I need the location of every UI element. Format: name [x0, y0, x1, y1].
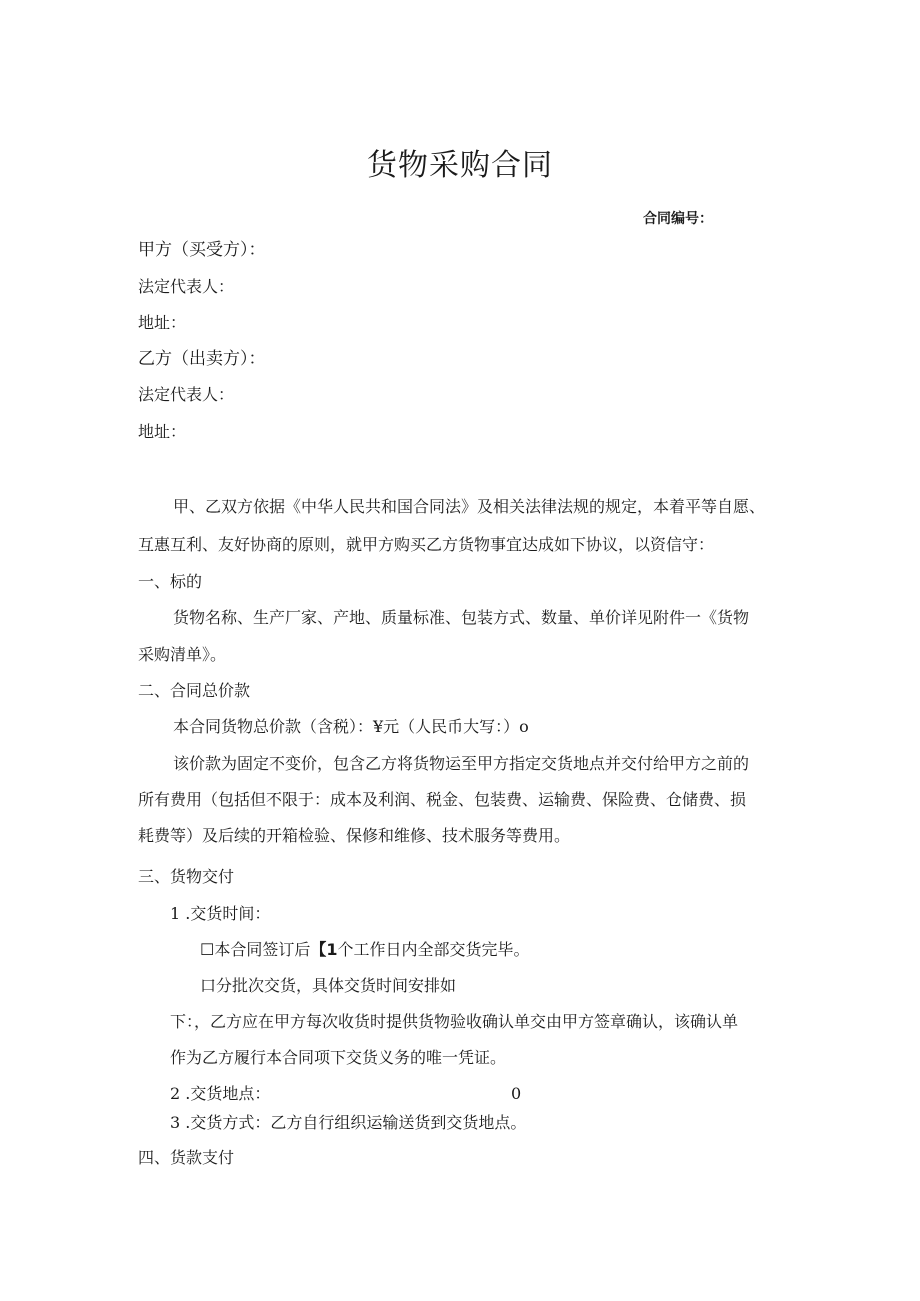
section-1-line-2: 采购清单》。 [138, 645, 227, 664]
delivery-option-1-prefix: ☐本合同签订后 [200, 940, 311, 959]
contract-number-label: 合同编号： [643, 211, 713, 227]
delivery-option-1 [200, 940, 530, 960]
section-2-heading: 二、合同总价款 [138, 681, 251, 700]
delivery-time-label: 1 .交货时间： [170, 904, 271, 923]
section-4-heading: 四、货款支付 [138, 1148, 235, 1167]
section-2-price-line: 本合同货物总价款（含税）：¥元（人民币大写：）o [173, 717, 529, 736]
delivery-option-2-cont-2: 作为乙方履行本合同项下交货义务的唯一凭证。 [170, 1048, 507, 1067]
section-1-heading: 一、标的 [138, 572, 203, 591]
section-2-fixed-line-3: 耗费等）及后续的开箱检验、保修和维修、技术服务等费用。 [138, 826, 571, 845]
delivery-option-2: 口分批次交货，具体交货时间安排如 [200, 976, 457, 995]
page-title: 货物采购合同 [367, 148, 553, 183]
delivery-option-1-bracket: 【1 [310, 940, 338, 959]
delivery-option-1-suffix: 个工作日内全部交货完毕。 [337, 940, 530, 959]
section-2-fixed-line-1: 该价款为固定不变价，包含乙方将货物运至甲方指定交货地点并交付给甲方之前的 [173, 754, 750, 773]
party-a: 甲方（买受方）： [138, 240, 266, 260]
section-1-line-1: 货物名称、生产厂家、产地、质量标准、包装方式、数量、单价详见附件一《货物 [173, 608, 750, 627]
party-b-address: 地址： [138, 422, 187, 441]
delivery-option-2-cont-1: 下：，乙方应在甲方每次收货时提供货物验收确认单交由甲方签章确认，该确认单 [170, 1012, 739, 1031]
delivery-place-label: 2 .交货地点： [170, 1084, 271, 1103]
delivery-place-value: 0 [511, 1084, 522, 1103]
preamble-line-1: 甲、乙双方依据《中华人民共和国合同法》及相关法律法规的规定，本着平等自愿、 [173, 497, 766, 516]
party-b-representative: 法定代表人： [138, 385, 235, 404]
party-b: 乙方（出卖方）： [138, 349, 266, 369]
delivery-method: 3 .交货方式：乙方自行组织运输送货到交货地点。 [170, 1113, 527, 1132]
party-a-address: 地址： [138, 313, 187, 332]
party-a-representative: 法定代表人： [138, 277, 235, 296]
preamble-line-2: 互惠互利、友好协商的原则，就甲方购买乙方货物事宜达成如下协议，以资信守： [138, 535, 715, 554]
section-3-heading: 三、货物交付 [138, 867, 235, 886]
section-2-fixed-line-2: 所有费用（包括但不限于：成本及利润、税金、包装费、运输费、保险费、仓储费、损 [138, 790, 747, 809]
